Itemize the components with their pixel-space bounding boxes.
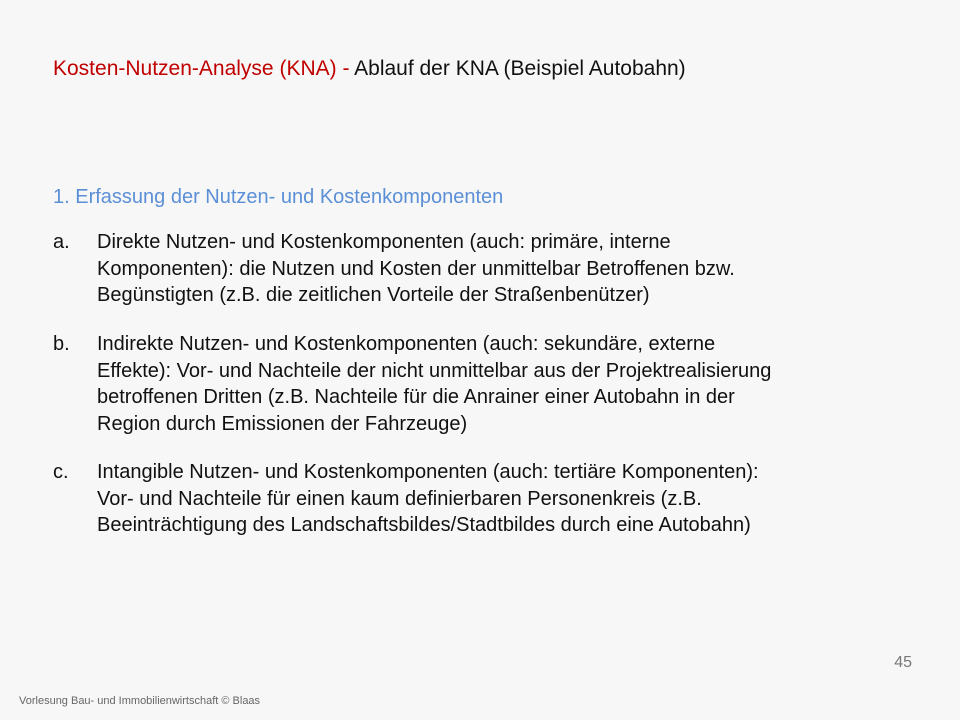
list-item-c (53, 459, 923, 539)
list-item-b (53, 331, 923, 437)
list-item-a (53, 229, 923, 309)
text-line: Direkte Nutzen- und Kostenkomponenten (auch: primäre, interne (97, 231, 671, 253)
footer-text: Vorlesung Bau- und Immobilienwirtschaft © Blaas (19, 695, 261, 707)
text-line: Beeinträchtigung des Landschaftsbildes/Stadtbildes durch eine Autobahn) (97, 514, 751, 536)
slide-title-rest: Ablauf der KNA (Beispiel Autobahn) (349, 57, 686, 80)
text-line: Begünstigten (z.B. die zeitlichen Vorteile der Straßenbenützer) (97, 284, 650, 306)
list-marker: c. (53, 461, 69, 483)
text-line: Region durch Emissionen der Fahrzeuge) (97, 412, 468, 435)
section-heading: 1. Erfassung der Nutzen- und Kostenkomponenten (53, 186, 504, 208)
list-item-text (97, 331, 923, 437)
text-line: Intangible Nutzen- und Kostenkomponenten (auch: tertiäre Komponenten): (97, 461, 759, 483)
list-item-text (97, 229, 923, 309)
slide-title (53, 56, 686, 82)
text-line: Effekte): Vor- und Nachteile der nicht unmittelbar aus der Projektrealisierung (97, 359, 772, 382)
list-marker: a. (53, 231, 70, 253)
text-line: Vor- und Nachteile für einen kaum definierbaren Personenkreis (z.B. (97, 487, 702, 510)
list-item-text (97, 459, 923, 539)
text-line: Komponenten): die Nutzen und Kosten der unmittelbar Betroffenen bzw. (97, 257, 735, 280)
list-marker: b. (53, 333, 70, 355)
text-line: Indirekte Nutzen- und Kostenkomponenten (auch: sekundäre, externe (97, 333, 716, 355)
slide-title-highlight: Kosten-Nutzen-Analyse (KNA) - (53, 57, 350, 80)
page-number: 45 (894, 654, 912, 671)
text-line: betroffenen Dritten (z.B. Nachteile für die Anrainer einer Autobahn in der (97, 386, 735, 408)
